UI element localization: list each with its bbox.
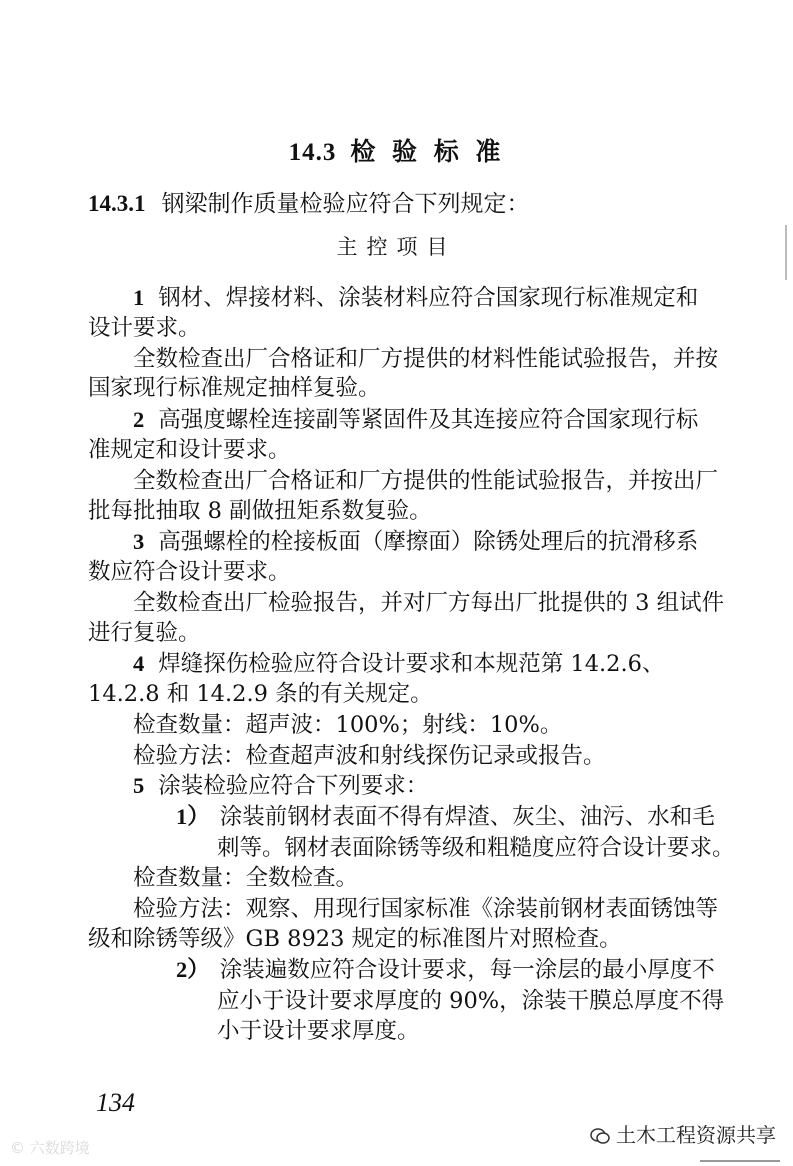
line-text: 涂装检验应符合下列要求： xyxy=(158,773,429,799)
page-number: 134 xyxy=(96,1088,135,1117)
text-line: 检查数量：全数检查。 xyxy=(133,865,359,891)
item-number: 3 xyxy=(133,529,145,554)
text-line: 全数检查出厂合格证和厂方提供的材料性能试验报告，并按 xyxy=(133,346,719,372)
text-line: 检验方法：检查超声波和射线探伤记录或报告。 xyxy=(133,743,606,769)
sub-item-number: 2） xyxy=(176,957,210,982)
text-line xyxy=(133,771,428,801)
line-text: 钢材、焊接材料、涂装材料应符合国家现行标准规定和 xyxy=(158,285,699,311)
item-number: 1 xyxy=(133,285,145,310)
clause-heading xyxy=(88,185,530,218)
text-line: 检查数量：超声波：100%；射线：10%。 xyxy=(133,712,563,738)
text-line: 进行复验。 xyxy=(88,620,201,646)
text-line xyxy=(133,405,698,435)
section-title: 主控项目 xyxy=(336,235,457,259)
line-text: 涂装前钢材表面不得有焊渣、灰尘、油污、水和毛 xyxy=(219,804,715,830)
wechat-icon xyxy=(590,1125,610,1141)
watermark-right xyxy=(590,1119,776,1148)
line-text: 高强度螺栓连接副等紧固件及其连接应符合国家现行标 xyxy=(158,407,699,433)
text-line: 全数检查出厂检验报告，并对厂方每出厂批提供的 3 组试件 xyxy=(133,590,725,616)
watermark-right-text: 土木工程资源共享 xyxy=(616,1123,776,1147)
text-line xyxy=(133,527,698,557)
sub-item-number: 1） xyxy=(176,804,210,829)
line-text: 涂装遍数应符合设计要求，每一涂层的最小厚度不 xyxy=(219,957,715,983)
item-number: 2 xyxy=(133,407,145,432)
text-line: 国家现行标准规定抽样复验。 xyxy=(88,375,381,401)
text-line xyxy=(176,802,715,832)
line-text: 焊缝探伤检验应符合设计要求和本规范第 14.2.6、 xyxy=(158,651,665,677)
text-line: 级和除锈等级》GB 8923 规定的标准图片对照检查。 xyxy=(88,926,622,952)
text-line: 小于设计要求厚度。 xyxy=(217,1018,420,1044)
text-line: 批每批抽取 8 副做扭矩系数复验。 xyxy=(88,498,432,524)
clause-text: 钢梁制作质量检验应符合下列规定： xyxy=(161,191,530,217)
text-line: 全数检查出厂合格证和厂方提供的性能试验报告，并按出厂 xyxy=(133,468,719,494)
text-line: 应小于设计要求厚度的 90%，涂装干膜总厚度不得 xyxy=(217,988,725,1014)
section-heading xyxy=(0,132,793,168)
section-heading-title: 检 验 标 准 xyxy=(350,137,505,166)
line-text: 高强螺栓的栓接板面（摩擦面）除锈处理后的抗滑移系 xyxy=(158,529,699,555)
text-line: 设计要求。 xyxy=(88,315,201,341)
item-number: 5 xyxy=(133,773,145,798)
text-line: 检验方法：观察、用现行国家标准《涂装前钢材表面锈蚀等 xyxy=(133,896,719,922)
text-line xyxy=(176,955,715,985)
text-line xyxy=(133,283,698,313)
page-edge-mark xyxy=(785,225,787,280)
text-line xyxy=(133,649,664,679)
bottom-rule xyxy=(700,1160,780,1162)
item-number: 4 xyxy=(133,651,145,676)
watermark-left: © 六数跨境 xyxy=(10,1139,90,1157)
text-line: 数应符合设计要求。 xyxy=(88,559,291,585)
text-line: 14.2.8 和 14.2.9 条的有关规定。 xyxy=(88,681,433,707)
clause-number: 14.3.1 xyxy=(88,191,146,216)
text-line: 准规定和设计要求。 xyxy=(88,437,291,463)
section-heading-number: 14.3 xyxy=(288,139,337,166)
text-line: 刺等。钢材表面除锈等级和粗糙度应符合设计要求。 xyxy=(217,835,735,861)
